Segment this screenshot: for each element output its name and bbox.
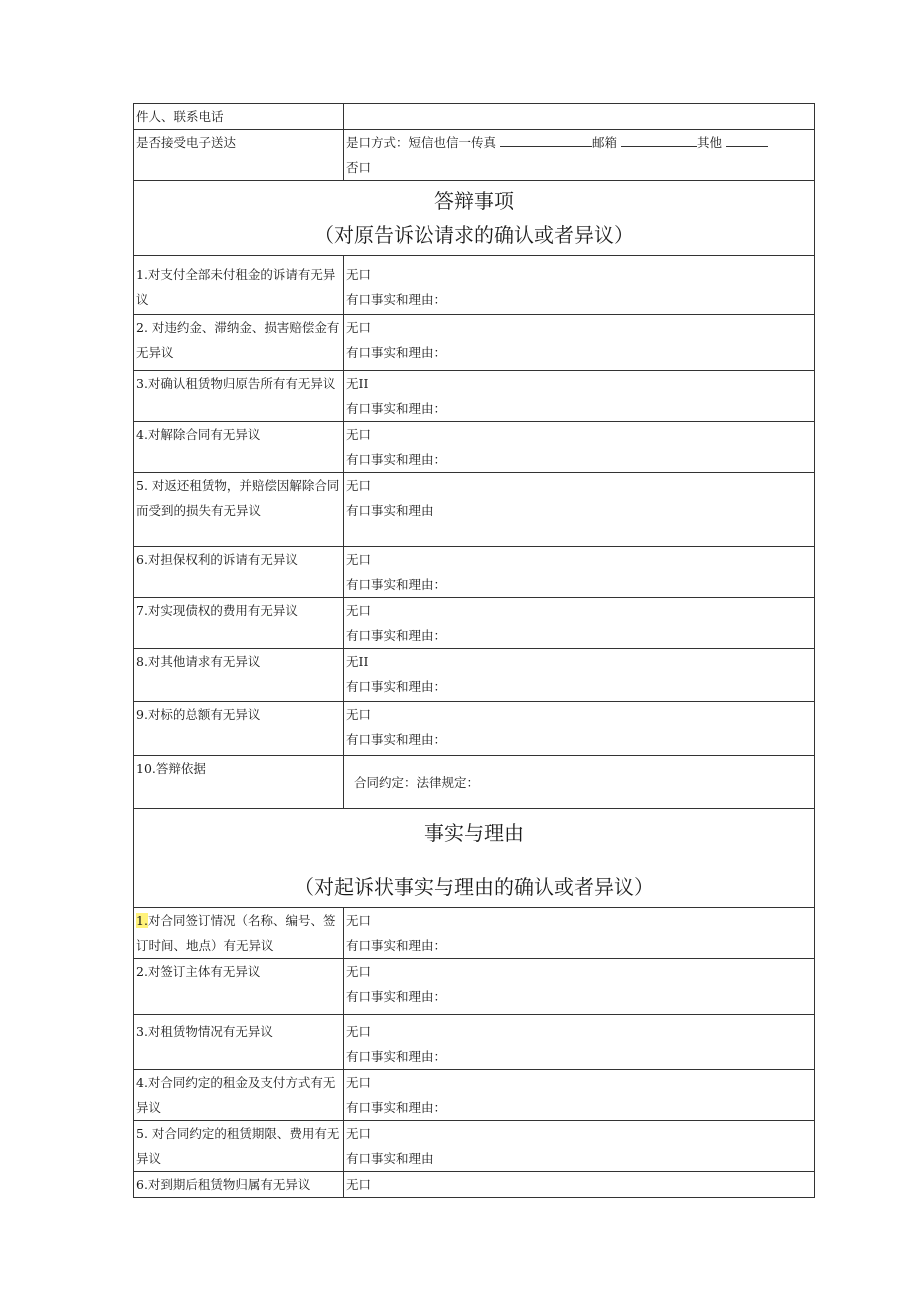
s2-row-3-no[interactable]: 无口 [346,1024,372,1039]
s1-row-9-label: 9.对标的总额有无异议 [134,702,344,756]
s2-row-1-text: 对合同签订情况（名称、编号、签订时间、地点）有无异议 [136,913,336,953]
s1-row-4-label: 4.对解除合同有无异议 [134,422,344,473]
s2-row-1-yes[interactable]: 有口事实和理由： [346,938,447,953]
s1-row-2-no[interactable]: 无口 [346,320,372,335]
s1-row-7-label: 7.对实现债权的费用有无异议 [134,598,344,649]
s1-row-6 [134,547,815,598]
s1-row-6-yes[interactable]: 有口事实和理由： [346,577,447,592]
s1-row-8 [134,649,815,702]
response-form-table [133,103,815,1198]
s1-row-4-no[interactable]: 无口 [346,427,372,442]
s2-row-5-label: 5. 对合同约定的租赁期限、费用有无异议 [134,1121,344,1172]
section1-heading [134,181,815,256]
s1-row-5-label: 5. 对返还租赁物，并赔偿因解除合同而受到的损失有无异议 [134,473,344,547]
s1-row-3-yes[interactable]: 有口事实和理由： [346,401,447,416]
s1-row-9 [134,702,815,756]
mail-blank[interactable] [621,132,697,147]
s1-row-8-yes[interactable]: 有口事实和理由： [346,679,447,694]
e-service-options [344,130,815,181]
contact-value[interactable] [344,104,815,130]
section2-subtitle: （对起诉状事实与理由的确认或者异议） [294,875,654,899]
s2-row-5-yes[interactable]: 有口事实和理由 [346,1151,434,1166]
s2-row-6-no[interactable]: 无口 [346,1177,372,1192]
s1-row-3-no[interactable]: 无II [346,376,369,391]
s1-row-7 [134,598,815,649]
mail-label: 邮箱 [592,135,618,150]
s1-row-9-no[interactable]: 无口 [346,707,372,722]
s2-row-5 [134,1121,815,1172]
s1-row-2 [134,315,815,371]
s1-row-4-yes[interactable]: 有口事实和理由： [346,452,447,467]
s2-row-6-label: 6.对到期后租赁物归属有无异议 [134,1172,344,1198]
s1-row-7-no[interactable]: 无口 [346,603,372,618]
s2-row-4-yes[interactable]: 有口事实和理由： [346,1100,447,1115]
section2-heading [134,809,815,908]
s1-row-8-no[interactable]: 无II [346,654,369,669]
e-service-yes-text[interactable]: 是口方式：短信也信一传真 [346,135,497,150]
s2-row-4-no[interactable]: 无口 [346,1075,372,1090]
e-service-row [134,130,815,181]
s1-row-6-no[interactable]: 无口 [346,552,372,567]
fax-blank[interactable] [500,132,592,147]
s2-row-3 [134,1015,815,1070]
section1-title: 答辩事项 [434,189,514,213]
s1-row-1 [134,256,815,315]
s1-row-1-yes[interactable]: 有口事实和理由： [346,292,447,307]
e-service-no[interactable]: 否口 [346,160,372,175]
other-blank[interactable] [726,132,768,147]
e-service-yes-line [346,130,812,155]
s2-row-4 [134,1070,815,1121]
s1-row-4 [134,422,815,473]
s1-row-8-label: 8.对其他请求有无异议 [134,649,344,702]
s1-row-1-label: 1.对支付全部未付租金的诉请有无异议 [134,256,344,315]
s1-basis-row [134,756,815,809]
s1-row-9-yes[interactable]: 有口事实和理由： [346,732,447,747]
e-service-label: 是否接受电子送达 [134,130,344,181]
section1-heading-row [134,181,815,256]
s2-row-2-yes[interactable]: 有口事实和理由： [346,989,447,1004]
s1-row-3-label: 3.对确认租赁物归原告所有有无异议 [134,371,344,422]
s2-row-1-label [134,908,344,959]
section1-subtitle: （对原告诉讼请求的确认或者异议） [314,223,634,247]
section2-title: 事实与理由 [424,821,524,845]
s2-row-2-label: 2.对签订主体有无异议 [134,959,344,1015]
section2-heading-row [134,809,815,908]
other-label: 其他 [697,135,723,150]
s1-row-5-no[interactable]: 无口 [346,478,372,493]
s2-row-2 [134,959,815,1015]
s1-row-7-yes[interactable]: 有口事实和理由： [346,628,447,643]
contact-row [134,104,815,130]
s1-row-6-label: 6.对担保权利的诉请有无异议 [134,547,344,598]
s2-row-2-no[interactable]: 无口 [346,964,372,979]
s2-row-3-label: 3.对租赁物情况有无异议 [134,1015,344,1070]
s1-basis-value[interactable]: 合同约定：法律规定： [344,756,815,809]
s1-basis-label: 10.答辩依据 [134,756,344,809]
contact-label: 件人、联系电话 [134,104,344,130]
s1-row-1-no[interactable]: 无口 [346,267,372,282]
s1-row-2-yes[interactable]: 有口事实和理由： [346,345,447,360]
s2-row-1-no[interactable]: 无口 [346,913,372,928]
s2-row-3-yes[interactable]: 有口事实和理由： [346,1049,447,1064]
s2-row-5-no[interactable]: 无口 [346,1126,372,1141]
s1-row-5 [134,473,815,547]
s2-row-4-label: 4.对合同约定的租金及支付方式有无异议 [134,1070,344,1121]
s1-row-5-yes[interactable]: 有口事实和理由 [346,503,434,518]
s1-row-2-label: 2. 对违约金、滞纳金、损害赔偿金有无异议 [134,315,344,371]
s2-row-1-number: 1. [136,913,148,928]
s1-row-3 [134,371,815,422]
s2-row-6 [134,1172,815,1198]
s2-row-1 [134,908,815,959]
